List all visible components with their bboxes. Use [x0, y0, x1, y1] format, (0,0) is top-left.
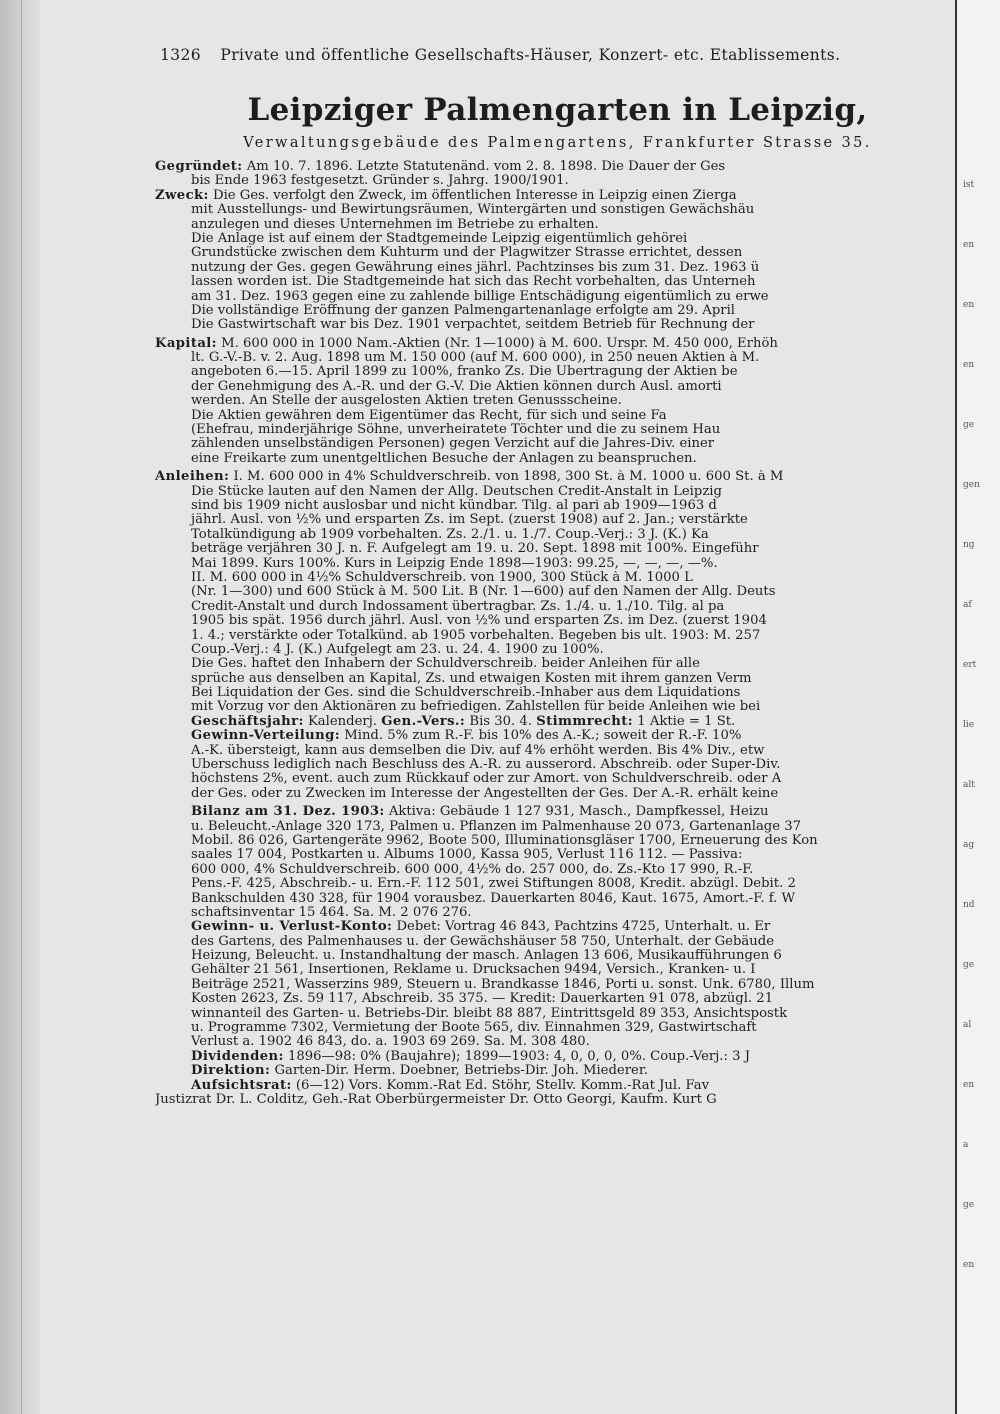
line-text: saales 17 004, Postkarten u. Albums 1000, Kassa 905, Verlust 116 112. — Passiva: [191, 848, 743, 863]
section-label: Zweck: [155, 188, 209, 203]
section-label: Kapital: [155, 336, 217, 351]
text-line [155, 1079, 945, 1093]
line-text: Garten-Dir. Herm. Doebner, Betriebs-Dir. Joh. Miederer. [270, 1064, 648, 1079]
text-line [155, 700, 945, 714]
line-text: Coup.-Verj.: 4 J. (K.) Aufgelegt am 23. u. 24. 4. 1900 zu 100%. [191, 642, 604, 657]
line-text: Die Aktien gewähren dem Eigentümer das Recht, für sich und seine Fa [191, 408, 667, 423]
line-text: Überschuss lediglich nach Beschluss des A.-R. zu ausserord. Abschreib. oder Super-Div. [191, 758, 781, 773]
facing-page-fragment: lie [963, 720, 975, 730]
line-text: Justizrat Dr. L. Colditz, Geh.-Rat Oberbürgermeister Dr. Otto Georgi, Kaufm. Kurt G [155, 1093, 717, 1107]
line-text: (Ehefrau, minderjährige Söhne, unverheiratete Töchter und die zu seinem Hau [191, 423, 721, 438]
facing-page-fragment: en [963, 1260, 975, 1270]
text-line [155, 351, 945, 365]
line-text: (6—12) Vors. Komm.-Rat Ed. Stöhr, Stellv. Komm.-Rat Jul. Fav [291, 1078, 710, 1093]
line-text: lt. G.-V.-B. v. 2. Aug. 1898 um M. 150 000 (auf M. 600 000), in 250 neuen Aktien à M. [191, 351, 760, 366]
text-line [155, 232, 945, 246]
facing-page-edge [955, 0, 1000, 1414]
section-label: Geschäftsjahr: [191, 714, 304, 729]
text-line [155, 365, 945, 379]
text-line [155, 906, 945, 920]
section-label: Gegründet: [155, 160, 243, 174]
line-text: angeboten 6.—15. April 1899 zu 100%, franko Zs. Die Übertragung der Aktien be [191, 365, 738, 380]
section-label: Bilanz am 31. Dez. 1903: [191, 805, 385, 820]
line-text: mit Ausstellungs- und Bewirtungsräumen, Wintergärten und sonstigen Gewächshäu [191, 203, 755, 218]
line-text: jährl. Ausl. von ½% und ersparten Zs. im Sept. (zuerst 1908) auf 2. Jan.; verstärkte [191, 513, 748, 528]
entry-title: Leipziger Palmengarten in Leipzig, [247, 92, 868, 128]
text-line [155, 394, 945, 408]
running-head [160, 46, 900, 64]
line-text: Mobil. 86 026, Gartengeräte 9962, Boote 500, Illuminationsgläser 1700, Erneuerung des Kon [191, 833, 818, 848]
line-text: Gehälter 21 561, Insertionen, Reklame u. Drucksachen 9494, Versich., Kranken- u. I [191, 963, 756, 978]
text-line [155, 275, 945, 289]
line-text: mit Vorzug vor den Aktionären zu befriedigen. Zahlstellen für beide Anleihen wie bei [191, 700, 761, 715]
line-text: 1896—98: 0% (Baujahre); 1899—1903: 4, 0, 0, 0, 0%. Coup.-Verj.: 3 J [283, 1049, 750, 1064]
line-text: Die Anlage ist auf einem der Stadtgemeinde Leipzig eigentümlich gehörei [191, 231, 688, 246]
text-line [155, 805, 945, 819]
line-text: 1. 4.; verstärkte oder Totalkünd. ab 1905 vorbehalten. Begeben bis ult. 1903: M. 257 [191, 628, 761, 643]
text-line [155, 672, 945, 686]
line-text: Die vollständige Eröffnung der ganzen Palmengartenanlage erfolgte am 29. April [191, 303, 736, 318]
facing-page-fragment: af [963, 600, 972, 610]
page-number: 1326 [160, 46, 202, 64]
facing-page-fragment: en [963, 360, 975, 370]
facing-page-fragment: ag [963, 840, 975, 850]
text-line [155, 715, 945, 729]
section-label: Gen.-Vers.: [381, 714, 466, 729]
section-label: Stimmrecht: [536, 714, 634, 729]
line-text: schaftsinventar 15 464. Sa. M. 2 076 276. [191, 905, 472, 920]
line-text: II. M. 600 000 in 4½% Schuldverschreib. von 1900, 300 Stück à M. 1000 L [191, 570, 693, 585]
text-line [155, 892, 945, 906]
line-text: sprüche aus denselben an Kapital, Zs. und etwaigen Kosten mit ihrem ganzen Verm [191, 671, 752, 686]
text-line [155, 629, 945, 643]
text-line [155, 614, 945, 628]
line-text: u. Programme 7302, Vermietung der Boote 565, div. Einnahmen 329, Gastwirtschaft [191, 1021, 757, 1036]
facing-page-fragment: en [963, 300, 975, 310]
section-label: Anleihen: [155, 470, 230, 485]
line-text: Verlust a. 1902 46 843, do. a. 1903 69 269. Sa. M. 308 480. [191, 1035, 590, 1050]
line-text: Aktiva: Gebäude 1 127 931, Masch., Dampfkessel, Heizu [384, 805, 769, 820]
line-text: Credit-Anstalt und durch Indossament übertragbar. Zs. 1./4. u. 1./10. Tilg. al pa [191, 599, 725, 614]
text-line [155, 949, 945, 963]
facing-page-fragment: ist [963, 180, 975, 190]
text-line [155, 863, 945, 877]
text-line [155, 261, 945, 275]
text-line [155, 203, 945, 217]
text-line [155, 787, 945, 801]
facing-page-fragment: al [963, 1020, 972, 1030]
line-text: winnanteil des Garten- u. Betriebs-Dir. bleibt 88 887, Eintrittsgeld 89 353, Ansichtspostk [191, 1006, 788, 1021]
text-line [155, 542, 945, 556]
section-label: Gewinn-Verteilung: [191, 729, 341, 744]
line-text: sind bis 1909 nicht auslosbar und nicht kündbar. Tilg. al pari ab 1909—1963 d [191, 498, 717, 513]
text-line [155, 513, 945, 527]
facing-page-fragment: alt [963, 780, 975, 790]
line-text: des Gartens, des Palmenhauses u. der Gewächshäuser 58 750, Unterhalt. der Gebäude [191, 934, 774, 949]
line-text: eine Freikarte zum unentgeltlichen Besuche der Anlagen zu beanspruchen. [191, 451, 697, 466]
text-line [155, 452, 945, 466]
text-line [155, 304, 945, 318]
line-text: u. Beleucht.-Anlage 320 173, Palmen u. Pflanzen im Palmenhause 20 073, Gartenanlage 37 [191, 819, 802, 834]
section-label: Direktion: [191, 1064, 271, 1079]
line-text: höchstens 2%, event. auch zum Rückkauf oder zur Amort. von Schuldverschreib. oder A [191, 772, 782, 787]
line-text: beträge verjähren 30 J. n. F. Aufgelegt am 19. u. 20. Sept. 1898 mit 100%. Eingeführ [191, 542, 759, 557]
facing-page-fragment: nd [963, 900, 975, 910]
line-text: Kosten 2623, Zs. 59 117, Abschreib. 35 375. — Kredit: Dauerkarten 91 078, abzügl. 21 [191, 992, 774, 1007]
text-line [155, 772, 945, 786]
facing-page-fragment: ge [963, 960, 975, 970]
line-text: bis Ende 1963 festgesetzt. Gründer s. Jahrg. 1900/1901. [191, 174, 569, 189]
line-text: anzulegen und dieses Unternehmen im Betriebe zu erhalten. [191, 217, 599, 232]
text-line [155, 160, 945, 174]
line-text: Mai 1899. Kurs 100%. Kurs in Leipzig Ende 1898—1903: 99.25, —, —, —, —%. [191, 556, 718, 571]
entry-body [155, 160, 945, 1107]
text-line [155, 557, 945, 571]
line-text: Kalenderj. [303, 714, 382, 729]
text-line [155, 318, 945, 332]
text-line [155, 758, 945, 772]
text-line [155, 992, 945, 1006]
line-text: lassen worden ist. Die Stadtgemeinde hat sich das Recht vorbehalten, das Unterneh [191, 275, 756, 290]
facing-page-fragment: ge [963, 1200, 975, 1210]
line-text: M. 600 000 in 1000 Nam.-Aktien (Nr. 1—1000) à M. 600. Urspr. M. 450 000, Erhöh [216, 336, 778, 351]
text-line [155, 978, 945, 992]
text-line [155, 1021, 945, 1035]
line-text: Die Stücke lauten auf den Namen der Allg. Deutschen Credit-Anstalt in Leipzig [191, 484, 722, 499]
text-line [155, 820, 945, 834]
line-text: Totalkündigung ab 1909 vorbehalten. Zs. 2./1. u. 1./7. Coup.-Verj.: 3 J. (K.) Ka [191, 527, 709, 542]
facing-page-fragment: en [963, 240, 975, 250]
line-text: Heizung, Beleucht. u. Instandhaltung der masch. Anlagen 13 606, Musikaufführungen 6 [191, 949, 782, 964]
line-text: Am 10. 7. 1896. Letzte Statutenänd. vom 2. 8. 1898. Die Dauer der Ges [242, 160, 726, 174]
line-text: Mind. 5% zum R.-F. bis 10% des A.-K.; soweit der R.-F. 10% [340, 729, 742, 744]
line-text: A.-K. übersteigt, kann aus demselben die Div. auf 4% erhöht werden. Bis 4% Div., etw [191, 743, 765, 758]
line-text: Grundstücke zwischen dem Kuhturm und der Plagwitzer Strasse errichtet, dessen [191, 246, 743, 261]
line-text: 1 Aktie = 1 St. [633, 714, 736, 729]
line-text: der Ges. oder zu Zwecken im Interesse der Angestellten der Ges. Der A.-R. erhält keine [191, 786, 779, 801]
text-line [155, 935, 945, 949]
text-line [155, 920, 945, 934]
facing-page-fragment: ert [963, 660, 977, 670]
entry-subtitle: Verwaltungsgebäude des Palmengartens, Frankfurter Strasse 35. [243, 135, 872, 151]
text-line [155, 1050, 945, 1064]
line-text: zählenden unselbständigen Personen) gegen Verzicht auf die Jahres-Div. einer [191, 437, 715, 452]
text-line [155, 729, 945, 743]
line-text: werden. An Stelle der ausgelosten Aktien treten Genussscheine. [191, 394, 622, 409]
section-label: Aufsichtsrat: [191, 1078, 292, 1093]
line-text: nutzung der Ges. gegen Gewährung eines jährl. Pachtzinses bis zum 31. Dez. 1963 ü [191, 260, 760, 275]
facing-page-fragment: a [963, 1140, 969, 1150]
line-text: Die Gastwirtschaft war bis Dez. 1901 verpachtet, seitdem Betrieb für Rechnung der [191, 318, 755, 333]
text-line [155, 571, 945, 585]
text-line [155, 290, 945, 304]
binding-line [21, 0, 22, 1414]
text-line [155, 963, 945, 977]
text-line [155, 686, 945, 700]
line-text: Beiträge 2521, Wasserzins 989, Steuern u. Brandkasse 1846, Porti u. sonst. Unk. 6780, Illum [191, 977, 815, 992]
text-line [155, 1093, 945, 1107]
line-text: I. M. 600 000 in 4% Schuldverschreib. von 1898, 300 St. à M. 1000 u. 600 St. à M [229, 470, 784, 485]
section-label: Dividenden: [191, 1049, 284, 1064]
line-text: der Genehmigung des A.-R. und der G.-V. Die Aktien können durch Ausl. amorti [191, 379, 722, 394]
text-line [155, 470, 945, 484]
text-line [155, 643, 945, 657]
text-line [155, 174, 945, 188]
text-line [155, 485, 945, 499]
text-line [155, 1035, 945, 1049]
text-line [155, 189, 945, 203]
text-line [155, 423, 945, 437]
line-text: Bankschulden 430 328, für 1904 vorausbez. Dauerkarten 8046, Kaut. 1675, Amort.-F. f. W [191, 891, 796, 906]
text-line [155, 1007, 945, 1021]
text-line [155, 1064, 945, 1078]
facing-page-fragment: ge [963, 420, 975, 430]
running-head-text: Private und öffentliche Gesellschafts-Häuser, Konzert- etc. Etablissements. [220, 46, 841, 64]
line-text: Pens.-F. 425, Abschreib.- u. Ern.-F. 112 501, zwei Stiftungen 8008, Kredit. abzügl. Debit. 2 [191, 877, 796, 892]
facing-page-fragment: gen [963, 480, 980, 490]
text-line [155, 744, 945, 758]
section-label: Gewinn- u. Verlust-Konto: [191, 920, 393, 935]
text-line [155, 499, 945, 513]
line-text: Bis 30. 4. [465, 714, 537, 729]
text-line [155, 585, 945, 599]
line-text: (Nr. 1—300) und 600 Stück à M. 500 Lit. B (Nr. 1—600) auf den Namen der Allg. Deuts [191, 585, 776, 600]
book-gutter [0, 0, 40, 1414]
line-text: am 31. Dez. 1963 gegen eine zu zahlende billige Entschädigung eigentümlich zu erwe [191, 289, 769, 304]
line-text: 1905 bis spät. 1956 durch jährl. Ausl. von ½% und ersparten Zs. im Dez. (zuerst 1904 [191, 614, 767, 629]
text-line [155, 409, 945, 423]
text-line [155, 657, 945, 671]
text-line [155, 600, 945, 614]
line-text: 600 000, 4% Schuldverschreib. 600 000, 4½% do. 257 000, do. Zs.-Kto 17 990, R.-F. [191, 862, 754, 877]
line-text: Die Ges. haftet den Inhabern der Schuldverschreib. beider Anleihen für alle [191, 657, 700, 672]
text-line [155, 337, 945, 351]
facing-page-fragment: en [963, 1080, 975, 1090]
text-line [155, 246, 945, 260]
line-text: Die Ges. verfolgt den Zweck, im öffentlichen Interesse in Leipzig einen Zierga [208, 188, 737, 203]
line-text: Debet: Vortrag 46 843, Pachtzins 4725, Unterhalt. u. Er [392, 920, 771, 935]
text-line [155, 848, 945, 862]
text-line [155, 528, 945, 542]
facing-page-fragment: ng [963, 540, 975, 550]
text-line [155, 218, 945, 232]
text-line [155, 437, 945, 451]
text-line [155, 877, 945, 891]
line-text: Bei Liquidation der Ges. sind die Schuldverschreib.-Inhaber aus dem Liquidations [191, 686, 741, 701]
text-line [155, 834, 945, 848]
text-line [155, 380, 945, 394]
